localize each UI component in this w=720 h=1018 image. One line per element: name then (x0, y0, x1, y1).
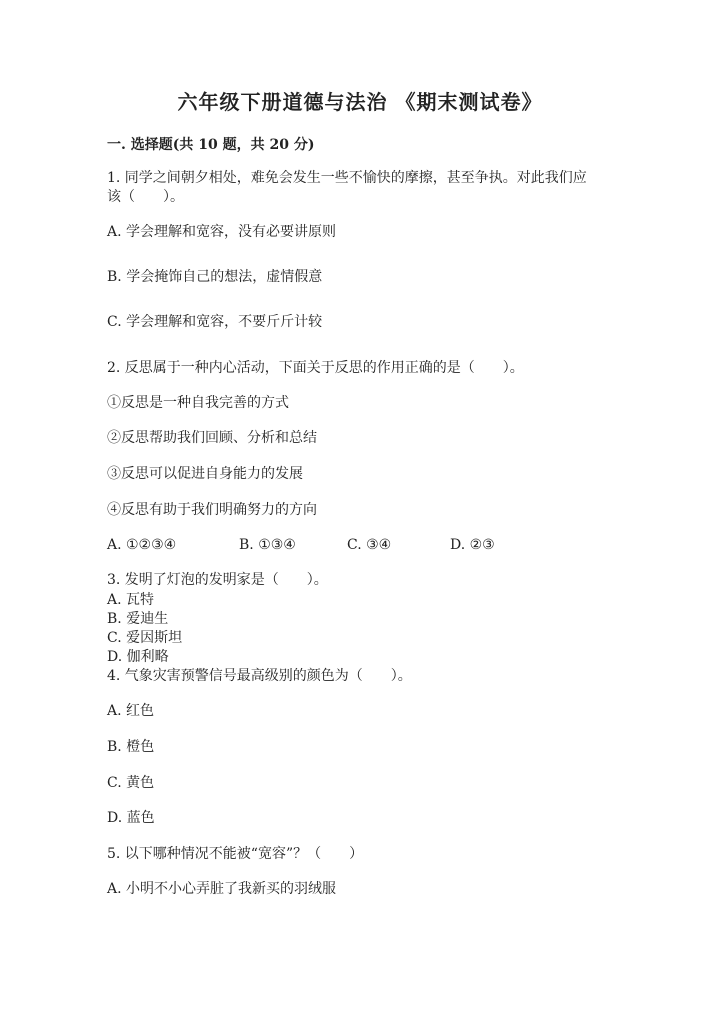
question-4-option-d: D. 蓝色 (107, 810, 155, 826)
question-3-option-b: B. 爱迪生 (107, 611, 169, 627)
question-2-statement-1: ①反思是一种自我完善的方式 (107, 395, 289, 411)
section-heading: 一. 选择题(共 10 题，共 20 分) (107, 137, 315, 153)
question-2-options-row (107, 535, 607, 555)
question-2-option-c: C. ③④ (347, 537, 392, 553)
question-5-stem: 5. 以下哪种情况不能被“宽容”？（ ） (107, 846, 364, 862)
question-2-statement-3: ③反思可以促进自身能力的发展 (107, 466, 303, 482)
question-2-option-d: D. ②③ (450, 537, 495, 553)
question-4-option-b: B. 橙色 (107, 739, 155, 755)
question-3-option-a: A. 瓦特 (107, 592, 155, 608)
question-2-statement-4: ④反思有助于我们明确努力的方向 (107, 502, 317, 518)
question-4-option-c: C. 黄色 (107, 775, 155, 791)
question-3-stem: 3. 发明了灯泡的发明家是（ ）。 (107, 572, 328, 588)
question-4-option-a: A. 红色 (107, 703, 155, 719)
question-2-statement-2: ②反思帮助我们回顾、分析和总结 (107, 430, 317, 446)
question-1-option-b: B. 学会掩饰自己的想法，虚情假意 (107, 269, 323, 285)
question-1-option-c: C. 学会理解和宽容，不要斤斤计较 (107, 314, 323, 330)
question-5-option-a: A. 小明不小心弄脏了我新买的羽绒服 (107, 881, 337, 897)
question-2-option-a: A. ①②③④ (107, 537, 177, 553)
question-3-option-c: C. 爱因斯坦 (107, 630, 183, 646)
question-3-option-d: D. 伽利略 (107, 649, 169, 665)
question-1-option-a: A. 学会理解和宽容，没有必要讲原则 (107, 224, 337, 240)
question-2-stem: 2. 反思属于一种内心活动，下面关于反思的作用正确的是（ ）。 (107, 360, 524, 376)
question-4-stem: 4. 气象灾害预警信号最高级别的颜色为（ ）。 (107, 668, 412, 684)
question-2-option-b: B. ①③④ (239, 537, 296, 553)
page-title: 六年级下册道德与法治 《期末测试卷》 (177, 90, 543, 114)
question-1-stem-line1: 1. 同学之间朝夕相处，难免会发生一些不愉快的摩擦，甚至争执。对此我们应 (107, 170, 587, 186)
question-1-stem-line2: 该（ ）。 (107, 189, 184, 205)
